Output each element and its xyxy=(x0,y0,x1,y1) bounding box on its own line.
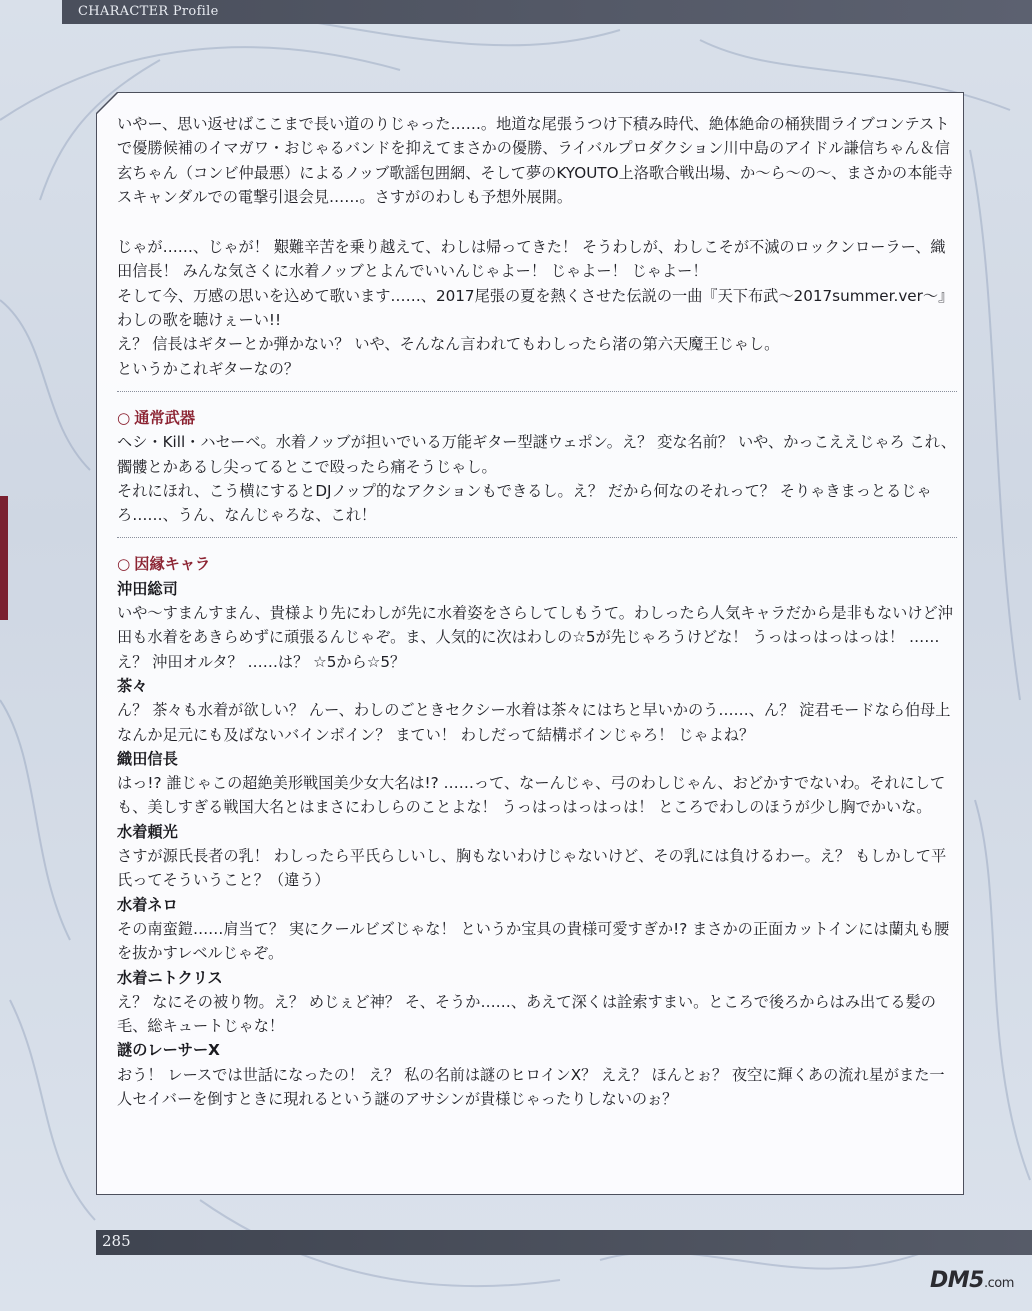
relation-name: 茶々 xyxy=(117,676,148,695)
relation-name: 織田信長 xyxy=(117,749,178,768)
watermark-brand: DM5 xyxy=(930,1268,984,1293)
relation-text: え？ なにその被り物。え？ めじぇど神？ そ、そうか……、あえて深くは詮索すまい。ところで後ろからはみ出てる髪の毛、総キュートじゃな！ xyxy=(117,992,936,1036)
relation-name: 水着ネロ xyxy=(117,895,178,914)
relation-text: おう！ レースでは世話になったの！ え？ 私の名前は謎のヒロインX？ ええ？ ほんとぉ？ 夜空に輝くあの流れ星がまた一人セイバーを倒すときに現れるという謎のアサシンが貴様じゃったりしないのぉ？ xyxy=(117,1065,945,1108)
relation-text: はっ!? 誰じゃこの超絶美形戦国美少女大名は!? ……って、なーんじゃ、弓のわしじゃん、おどかすでないわ。それにしても、美しすぎる戦国大名とはまさにわしらのことよな！ うっはっはっはっは！ ところでわしのほうが少し胸でかいな。 xyxy=(117,774,946,817)
section-divider xyxy=(117,537,957,538)
relation-name: 水着ニトクリス xyxy=(117,968,223,987)
edge-tab xyxy=(0,496,8,620)
relation-text: ん？ 茶々も水着が欲しい？ んー、わしのごときセクシー水着は茶々にはちと早いかのう……、ん？ 淀君モードなら伯母上なんか足元にも及ばないバインボイン？ まてい！ わしだって結構ボインじゃろ！ じゃよね？ xyxy=(117,701,951,744)
intro-paragraph-1: いやー、思い返せばここまで長い道のりじゃった……。地道な尾張うつけ下積み時代、絶体絶命の桶狭間ライブコンテストで優勝候補のイマガワ・おじゃるバンドを抑えてまさかの優勝、ライバルプロダクション川中島のアイドル謙信ちゃん＆信玄ちゃん（コンビ仲最悪）によるノッブ歌謡包囲網、そして夢のKYOUTO上洛歌合戦出場、か～ら～の～、まさかの本能寺スキャンダルでの電撃引退会見……。さすがのわしも予想外展開。 xyxy=(117,115,953,206)
weapon-paragraph-2: それにほれ、こう横にするとDJノップ的なアクションもできるし。え？ だから何なのそれって？ そりゃきまっとるじゃろ……、うん、なんじゃろな、これ！ xyxy=(117,481,932,525)
circle-icon: ○ xyxy=(117,555,131,574)
relation-name: 水着頼光 xyxy=(117,822,178,841)
intro-paragraph-5: というかこれギターなの？ xyxy=(117,359,300,378)
relation-text: いや～すまんすまん、貴様より先にわしが先に水着姿をさらしてしもうて。わしったら人気キャラだから是非もないけど沖田も水着をあきらめずに頑張るんじゃぞ。ま、人気的に次はわしの☆5が先じゃろうけどな！ うっはっはっはっは！ ……え？ 沖田オルタ？ ……は？ ☆5から☆5？ xyxy=(117,604,953,671)
watermark-suffix: .com xyxy=(983,1276,1014,1291)
footer-bar xyxy=(96,1230,1032,1255)
intro-paragraph-2: じゃが……、じゃが！ 艱難辛苦を乗り越えて、わしは帰ってきた！ そうわしが、わしこそが不滅のロックンローラー、織田信長！ みんな気さくに水着ノッブとよんでいいんじゃよー！ じゃよー！ じゃよー！ xyxy=(117,238,946,281)
profile-content xyxy=(117,112,957,1111)
section-divider xyxy=(117,391,957,392)
relation-name: 謎のレーサーX xyxy=(117,1041,220,1060)
relation-name: 沖田総司 xyxy=(117,579,178,598)
relation-text: その南蛮鎧……肩当て？ 実にクールビズじゃな！ というか宝具の貴様可愛すぎか!? まさかの正面カットインには蘭丸も腰を抜かすレベルじゃぞ。 xyxy=(117,919,950,963)
weapon-heading: ○ 通常武器 xyxy=(117,408,196,427)
circle-icon: ○ xyxy=(117,408,131,427)
page-number: 285 xyxy=(102,1232,131,1250)
intro-paragraph-4: え？ 信長はギターとか弾かない？ いや、そんなん言われてもわしったら渚の第六天魔王じゃし。 xyxy=(117,335,780,354)
relations-heading: ○ 因縁キャラ xyxy=(117,555,211,574)
intro-paragraph-3: そして今、万感の思いを込めて歌います……、2017尾張の夏を熱くさせた伝説の一曲『天下布武～2017summer.ver～』わしの歌を聴けぇーい!! xyxy=(117,286,954,330)
header-label: CHARACTER Profile xyxy=(78,4,219,19)
weapon-paragraph-1: ヘシ・Kill・ハセーベ。水着ノッブが担いでいる万能ギター型謎ウェポン。え？ 変な名前？ いや、かっこええじゃろ これ、髑髏とかあるし尖ってるとこで殴ったら痛そうじゃし。 xyxy=(117,433,956,476)
relation-text: さすが源氏長者の乳！ わしったら平氏らしいし、胸もないわけじゃないけど、その乳には負けるわー。え？ もしかして平氏ってそういうこと？（違う） xyxy=(117,847,947,890)
site-watermark xyxy=(930,1268,1014,1293)
header-bar xyxy=(62,0,1032,24)
